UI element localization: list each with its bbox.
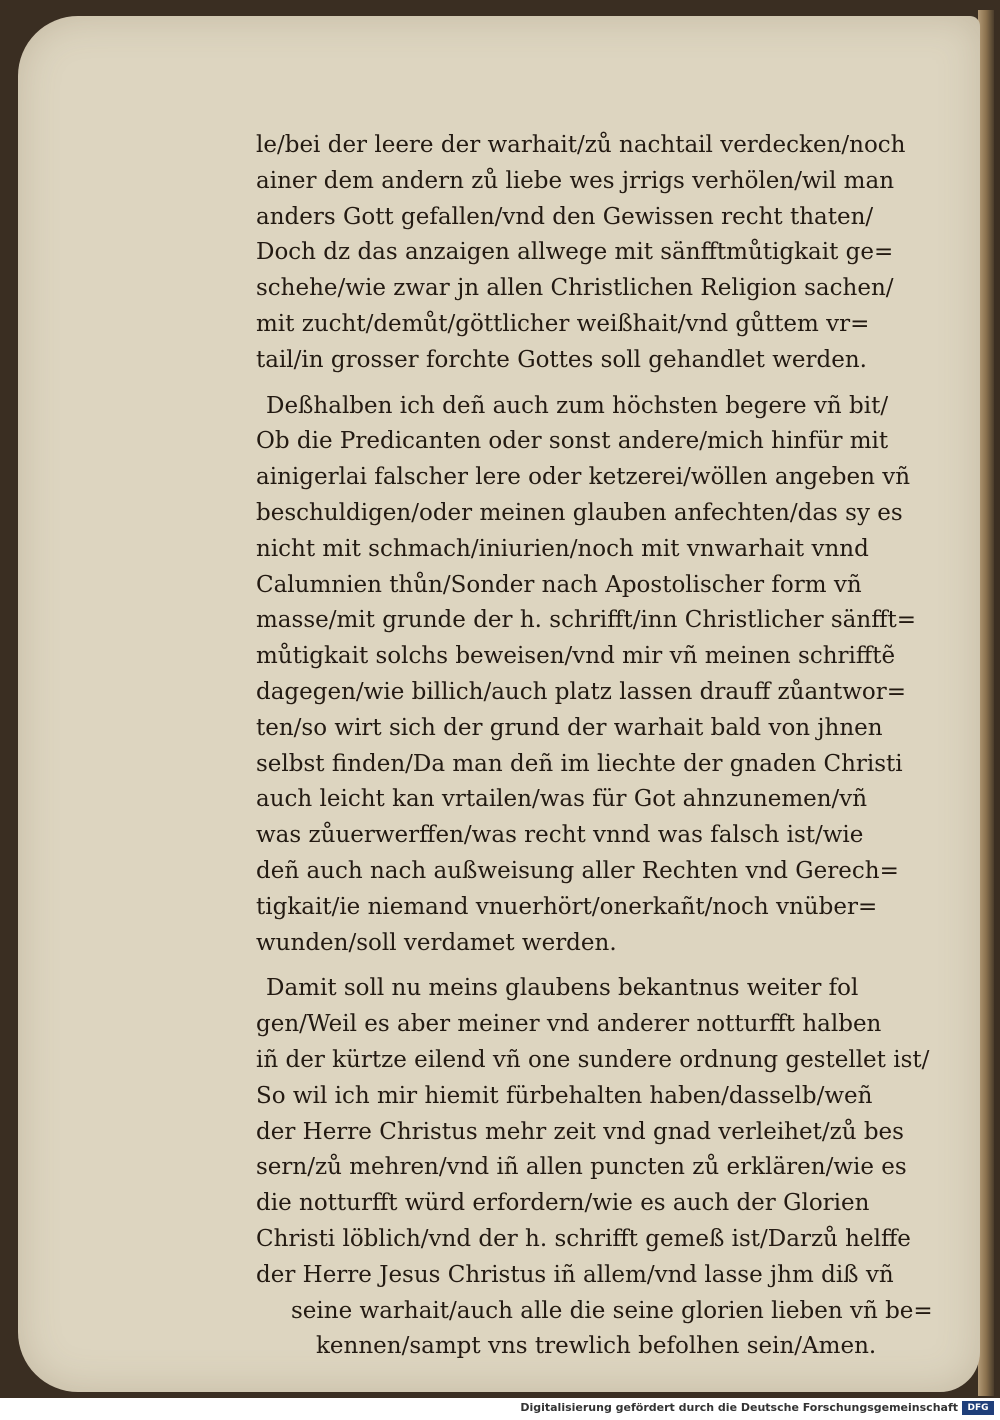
text-line: selbst finden/Da man deñ im liechte der gnaden Christi: [256, 750, 903, 777]
text-line: deñ auch nach außweisung aller Rechten vnd Gerech=: [256, 857, 899, 884]
dfg-logo-icon: DFG: [962, 1401, 994, 1415]
text-line: schehe/wie zwar jn allen Christlichen Religion sachen/: [256, 275, 894, 302]
paragraph-1: [256, 128, 946, 379]
text-line: Calumnien thůn/Sonder nach Apostolischer form vñ: [256, 571, 862, 598]
text-line: tail/in grosser forchte Gottes soll gehandlet werden.: [256, 346, 867, 373]
footer-bar: [0, 1398, 1000, 1420]
text-line: sern/zů mehren/vnd iñ allen puncten zů erklären/wie es: [256, 1154, 907, 1181]
text-line: masse/mit grunde der h. schrifft/inn Christlicher sänfft=: [256, 607, 917, 634]
text-line: der Herre Christus mehr zeit vnd gnad verleihet/zů bes: [256, 1118, 904, 1145]
page-edge: [978, 10, 994, 1396]
text-line: Christi löblich/vnd der h. schrifft gemeß ist/Darzů helffe: [256, 1225, 911, 1252]
text-line: kennen/sampt vns trewlich befolhen sein/Amen.: [316, 1333, 877, 1360]
text-line: dagegen/wie billich/auch platz lassen drauff zůantwor=: [256, 678, 907, 705]
text-line: ainer dem andern zů liebe wes jrrigs verhölen/wil man: [256, 167, 895, 194]
text-line: wunden/soll verdamet werden.: [256, 929, 617, 956]
text-line: Ob die Predicanten oder sonst andere/mich hinfür mit: [256, 428, 889, 455]
text-line: der Herre Jesus Christus iñ allem/vnd lasse jhm diß vñ: [256, 1261, 894, 1288]
text-line: was zůuerwerffen/was recht vnnd was falsch ist/wie: [256, 822, 864, 849]
text-line: mit zucht/demůt/göttlicher weißhait/vnd gůttem vr=: [256, 310, 870, 337]
text-line: auch leicht kan vrtailen/was für Got ahnzunemen/vñ: [256, 786, 868, 813]
text-line: So wil ich mir hiemit fürbehalten haben/dasselb/weñ: [256, 1082, 873, 1109]
text-line: ainigerlai falscher lere oder ketzerei/wöllen angeben vñ: [256, 464, 911, 491]
paragraph-3: [256, 971, 946, 1365]
body-text: [256, 128, 946, 1375]
text-line: můtigkait solchs beweisen/vnd mir vñ meinen schrifftẽ: [256, 643, 896, 670]
text-line: tigkait/ie niemand vnuerhört/onerkañt/noch vnüber=: [256, 893, 878, 920]
text-line: die notturfft würd erfordern/wie es auch der Glorien: [256, 1190, 870, 1217]
text-line: anders Gott gefallen/vnd den Gewissen recht thaten/: [256, 203, 874, 230]
text-line: Doch dz das anzaigen allwege mit sänfftmůtigkait ge=: [256, 239, 894, 266]
text-line: Deßhalben ich deñ auch zum höchsten begere vñ bit/: [266, 392, 889, 419]
text-line: Damit soll nu meins glaubens bekantnus weiter fol: [266, 975, 859, 1002]
text-line: ten/so wirt sich der grund der warhait bald von jhnen: [256, 714, 883, 741]
paragraph-2: [256, 389, 946, 962]
text-line: beschuldigen/oder meinen glauben anfechten/das sy es: [256, 499, 903, 526]
text-line: iñ der kürtze eilend vñ one sundere ordnung gestellet ist/: [256, 1046, 930, 1073]
text-line: gen/Weil es aber meiner vnd anderer notturfft halben: [256, 1011, 882, 1038]
funding-credit: Digitalisierung gefördert durch die Deutsche Forschungsgemeinschaft: [520, 1401, 958, 1414]
text-line: seine warhait/auch alle die seine glorien lieben vñ be=: [291, 1297, 933, 1324]
text-line: le/bei der leere der warhait/zů nachtail verdecken/noch: [256, 132, 906, 158]
text-line: nicht mit schmach/iniurien/noch mit vnwarhait vnnd: [256, 535, 869, 562]
